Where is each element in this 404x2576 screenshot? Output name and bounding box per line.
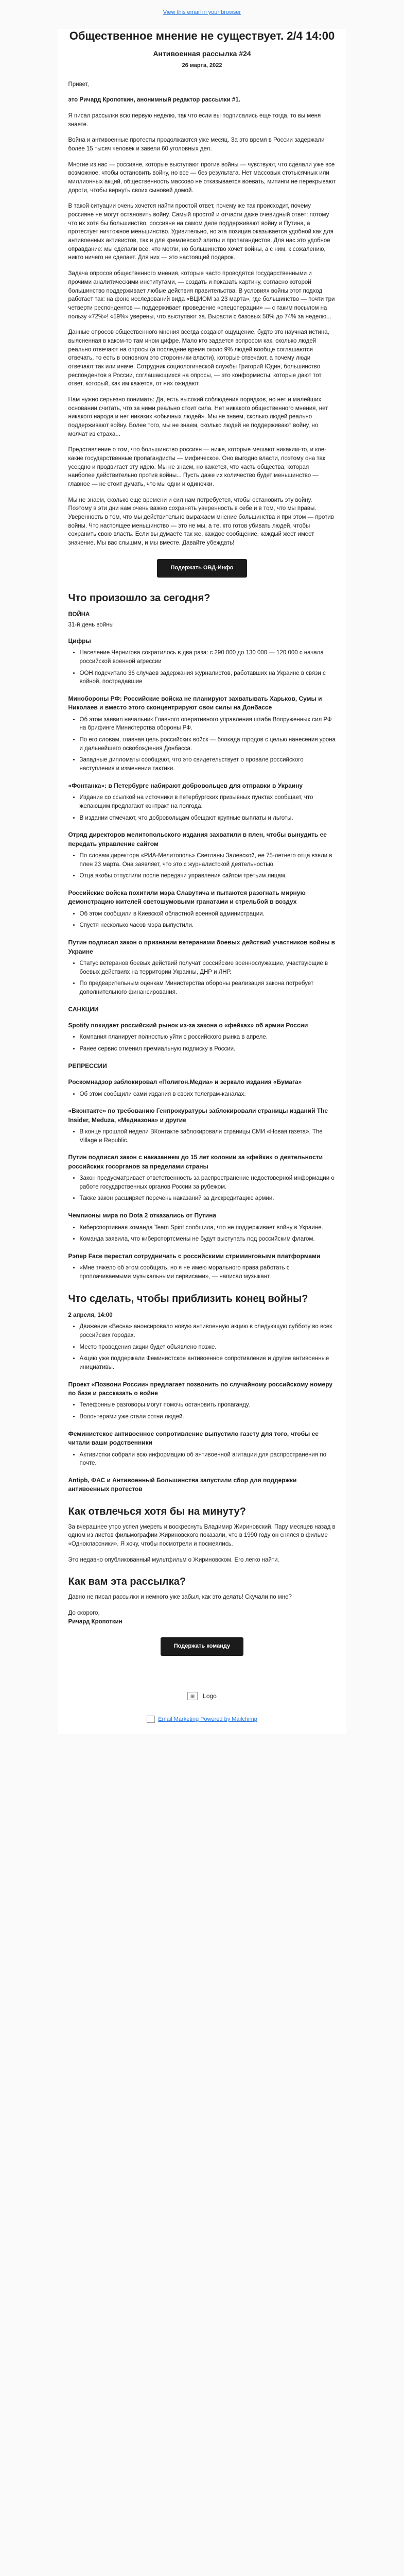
view-in-browser (0, 0, 404, 21)
news-section-list (68, 959, 336, 997)
list-item: • По предварительным оценкам Министерства обороны реализация закона потребует дополнительного финансирования. (80, 979, 336, 996)
actions-section-title: Проект «Позвони России» предлагает позвонить по случайному российскому номеру по базе и рассказать о войне (68, 1380, 333, 1397)
intro-p3: Многие из нас — россияне, которые выступают против войны — чувствуют, что сделали уже все возможное, чтобы остановить войну, но все — без результата. Нет массовых стотысячных или миллионных акций, общественность массово не отказывается воевать, митинги не перекрывают дороги, чтобы вернуть своих сыновей домой. (68, 161, 336, 194)
news-section-list (68, 649, 336, 686)
actions-section-list (68, 1451, 336, 1468)
list-item: • Активистки собрали всю информацию об антивоенной агитации для распространения по почте. (80, 1451, 336, 1468)
relax-heading: Как отвлечься хотя бы на минуту? (68, 1505, 246, 1517)
list-item: • Волонтерами уже стали сотни людей. (80, 1413, 336, 1421)
news-section-title: Российские войска похитили мэра Славутича и пытаются разогнать мирную демонстрацию жителей светошумовыми гранатами и стрельбой в воздух (68, 889, 306, 906)
cta2-row (68, 1637, 336, 1656)
list-item: • В издании отмечают, что добровольцам обещают крупные выплаты и льготы. (80, 814, 336, 823)
support-button[interactable]: Подержать ОВД-Инфо (157, 559, 247, 578)
support-team-button[interactable]: Подержать команду (161, 1637, 243, 1656)
feedback-heading: Как вам эта рассылка? (68, 1576, 186, 1588)
news-section-title: Роскомнадзор заблокировал «Полигон.Медиа» и зеркало издания «Бумага» (68, 1078, 302, 1086)
list-item: • Об этом сообщили сами издания в своих телеграм-каналах. (80, 1090, 336, 1099)
list-item: • Компания планирует полностью уйти с российского рынка в апреле. (80, 1033, 336, 1042)
actions-section-title: Antipb, ФАС и Антивоенный Большинства запустили сбор для поддержки антивоенных протестов (68, 1476, 297, 1493)
news-section-list (68, 1174, 336, 1203)
list-item: • Издание со ссылкой на источники в петербургских призывных пунктах сообщает, что желающим предлагают контракт на полгода. (80, 793, 336, 810)
view-in-browser-link[interactable]: View this email in your browser (163, 9, 241, 15)
list-item: • В конце прошлой недели ВКонтакте заблокировали страницы СМИ «Новая газета», The Village и Republic. (80, 1128, 336, 1145)
email-body (58, 29, 346, 1734)
news-section-title: Путин подписал закон о признании ветеранами боевых действий участников войны в Украине (68, 939, 336, 955)
news-section-list (68, 1033, 336, 1053)
news-section-title: РЕПРЕССИИ (68, 1062, 107, 1070)
news-section-list (68, 1128, 336, 1145)
news-heading: Что произошло за сегодня? (68, 592, 210, 604)
list-item: • ООН подсчитало 36 случаев задержания журналистов, работавших на Украине в связи с войной, пострадавшие (80, 669, 336, 686)
list-item: • Закон предусматривает ответственность за распространение недостоверной информации о работе государственных органов России за рубежом. (80, 1174, 336, 1191)
news-section-list (68, 793, 336, 822)
mailchimp-icon (147, 1716, 155, 1723)
intro-p8: Представление о том, что большинство россиян — ниже, которые мешают никаким-то, и кое-какие государственные пропагандисты — мифическое. Оно выгодно власти, поэтому она так усердно и продвигает эту идею. Мы не знаем, но кажется, что часть общества, которая наиболее действительно против войны... Пусть даже их количество будет меньшинство — главное — не стоит думать, что мы одни и одиночки. (68, 447, 327, 487)
list-item: • Западные дипломаты сообщают, что это свидетельствует о провале российского наступления и изменении тактики. (80, 756, 336, 773)
news-section-title: Чемпионы мира по Dota 2 отказались от Путина (68, 1212, 217, 1219)
email-subtitle: Антивоенная рассылка #24 (153, 49, 251, 58)
list-item: • Население Чернигова сократилось в два раза: с 290 000 до 130 000 — 120 000 с начала российской военной агрессии (80, 649, 336, 666)
intro-p6: Данные опросов общественного мнения всегда создают ощущение, будто это научная истина, выясненная в каком-то там ином цифре. Мало кто задается вопросом как, сколько людей реально отвечают на опросы (а последние время около 9% людей вообще соглашаются отвечать, то есть в основном это сторонники власти), которые отвечают, а почему люди отвечают так или иначе. Сотрудник социологической службы Григорий Юдин, большинство респондентов в России, соглашающихся на опросы, — это конформисты, которые дают тот ответ, который, как им кажется, от них ожидают. (68, 329, 329, 387)
actions-section-title: Феминистское антивоенное сопротивление выпустило газету для того, чтобы ее читали ваши родственники (68, 1430, 319, 1447)
news-section-title: Spotify покидает российский рынок из-за закона о «фейках» об армии России (68, 1022, 308, 1029)
list-item: • Об этом сообщили в Киевской областной военной администрации. (80, 910, 336, 919)
news-section-title: «Вконтакте» по требованию Генпрокуратуры заблокировали страницы изданий The Insider, Meduza, «Медиазона» и другие (68, 1107, 328, 1124)
war-day: 31-й день войны (68, 622, 114, 629)
greeting: Привет, (68, 81, 89, 88)
list-item: • Команда заявила, что киберспортсмены не будут выступать под российским флагом. (80, 1235, 336, 1244)
list-item: • Об этом заявил начальник Главного оперативного управления штаба Вооруженных сил РФ на брифинге Министерства обороны РФ. (80, 716, 336, 733)
intro-p7: Нам нужно серьезно понимать: Да, есть высокий соблюдения порядков, но нет и малейших основании считать, что за ними реально стоит сила. Нет никакого общественного мнения, нет никакого народа и нет никаких «обычных людей». Мы не знаем, сколько людей реально поддерживают войну. Более того, мы не знаем, сколько людей не поддерживают войну, но молчат из страха... (68, 396, 328, 437)
actions-section-list (68, 1401, 336, 1421)
list-item: • Статус ветеранов боевых действий получат российские военнослужащие, участвующие в боевых действиях на территории Украины, ДНР и ЛНР. (80, 959, 336, 976)
intro-p1: Я писал рассылки всю первую неделю, так что если вы подписались еще тогда, то вы меня знаете. (68, 113, 321, 128)
cta-row (68, 559, 336, 578)
logo-icon: ▣ (187, 1692, 198, 1700)
news-section-title: Рэпер Face перестал сотрудничать с российскими стриминговыми платформами (68, 1252, 321, 1260)
war-label: ВОЙНА (68, 611, 90, 618)
logo-text: Logo (203, 1692, 217, 1700)
list-item: • Также закон расширяет перечень наказаний за дискредитацию армии. (80, 1194, 336, 1203)
intro-who: это Ричард Кропоткин, анонимный редактор рассылки #1. (68, 97, 240, 104)
news-section-list (68, 1090, 336, 1099)
intro-p5: Задача опросов общественного мнения, которые часто проводятся государственными и прочими аналитическими институтами, — создать и показать картину, согласно которой большинство поддерживает любые действия правительства. В условиях войны этот подход работает так: на фоне исследований вида «ВЦИОМ за 23 марта», где большинство — почти три четверти респондентов — поддерживает проведение «спецоперации» — с таким посылом на пользу «72%»! «59%» уверены, что выступают за. Вырасти с базовых 58% до 74% за неделю... (68, 270, 335, 320)
feedback-sign: До скорого, Ричард Кропоткин (68, 1610, 122, 1625)
list-item: • «Мне тяжело об этом сообщать, но я не имею морального права работать с проплачиваемыми музыкальными сервисами», — написал музыкант. (80, 1264, 336, 1281)
list-item: • Киберспортивная команда Team Spirit сообщила, что не поддерживает войну в Украине. (80, 1224, 336, 1232)
relax-p2: Это недавно опубликованный мультфильм о Жириновском. Его легко найти. (68, 1556, 279, 1563)
list-item: • Ранее сервис отменил премиальную подписку в России. (80, 1045, 336, 1054)
news-section-list (68, 716, 336, 773)
news-section-list (68, 910, 336, 930)
actions-heading: Что сделать, чтобы приблизить конец войны? (68, 1293, 308, 1304)
list-item: • Место проведения акции будет объявлено позже. (80, 1343, 336, 1352)
news-section-title: Цифры (68, 637, 91, 645)
news-section-title: Отряд директоров мелитопольского издания захватили в плен, чтобы вынудить ее передать управление сайтом (68, 831, 327, 848)
news-sections (68, 637, 336, 1281)
feedback-p1: Давно не писал рассылки и немного уже забыл, как это делать! Скучали по мне? (68, 1594, 292, 1601)
list-item: • Телефонные разговоры могут помочь остановить пропаганду. (80, 1401, 336, 1410)
email-content (58, 29, 346, 1656)
list-item: • По его словам, главная цель российских войск — блокада городов с целью нанесения урона и дальнейшего освобождения Донбасса. (80, 736, 336, 753)
list-item: • Движение «Весна» анонсировало новую антивоенную акцию в следующую субботу во всех российских городах. (80, 1323, 336, 1340)
footer-logo (58, 1692, 346, 1700)
relax-p1: За вчерашнее утро успел умереть и воскреснуть Владимир Жириновский. Пару месяцев назад в одном из листов фильмографии Жириновского показали, что в 1990 году он снялся в фильме «Одноклассники». Я хочу, чтобы посмотрели и посмеялись. (68, 1523, 336, 1547)
actions-sections (68, 1380, 336, 1494)
mailchimp-row (58, 1716, 346, 1723)
mailchimp-link[interactable]: Email Marketing Powered by Mailchimp (158, 1716, 257, 1723)
list-item: • По словам директора «РИА-Мелитополь» Светланы Залевской, ее 75-летнего отца взяли в плен 23 марта. Она заявляет, что это с журналистской деятельностью. (80, 852, 336, 869)
intro-p9: Мы не знаем, сколько еще времени и сил нам потребуется, чтобы остановить эту войну. Поэтому в эти дни нам очень важно сохранять уверенность в себе и в том, что мы правы. Уверенность в том, что мы действительно выражаем мнение большинства и при этом — против войны. Что настоящее меньшинство — это не мы, а те, кто готов убивать людей, чтобы сохранить свою власть. Если вы думаете так же, каждое сообщение, каждый жест имеет значение. Мы вас слышим, и мы вместе. Давайте убеждать! (68, 497, 334, 546)
news-section-title: Путин подписал закон с наказанием до 15 лет колонии за «фейки» о деятельности российских госорганов за пределами страны (68, 1154, 323, 1170)
email-date: 26 марта, 2022 (182, 62, 222, 69)
news-section-list (68, 1224, 336, 1244)
actions-date: 2 апреля, 14:00 (68, 1312, 113, 1318)
list-item: • Отца якобы отпустили после передачи управления сайтом третьим лицам. (80, 872, 336, 880)
email-title: Общественное мнение не существует. 2/4 14:00 (69, 29, 335, 42)
intro-p4: В такой ситуации очень хочется найти простой ответ, почему же так происходит, почему россияне не могут остановить войну. Самый простой и отчасти даже очевидный ответ: потому что их хотя бы большинство, россияне на самом деле поддерживают войну и Путина, а протестует ничтожное меньшинство. Удивительно, но эта позиция оказывается удобной как для антивоенных активистов, так и для кремлевской элиты и пропагандистов. Для нас это удобное оправдание: мы сделали все, что могли, но большинство хочет войны, а с ним, к сожалению, никто ничего не сделает. Для них — это настоящий подарок. (68, 203, 333, 261)
news-section-list (68, 1264, 336, 1281)
intro-p2: Война и антивоенные протесты продолжаются уже месяц. За это время в России задержали более 15 тысяч человек и завели 60 уголовных дел. (68, 137, 325, 152)
news-section-title: «Фонтанка»: в Петербурге набирают добровольцев для отправки в Украину (68, 782, 303, 789)
list-item: • Акцию уже поддержали Феминистское антивоенное сопротивление и другие антивоенные инициативы. (80, 1354, 336, 1371)
actions-list (68, 1323, 336, 1371)
news-section-list (68, 852, 336, 880)
list-item: • Спустя несколько часов мэра выпустили. (80, 921, 336, 930)
news-section-title: Минобороны РФ: Российские войска не планируют захватывать Харьков, Сумы и Николаев и вместо этого сконцентрируют свои силы на Донбассе (68, 695, 322, 711)
footer (58, 1670, 346, 1734)
news-section-title: САНКЦИИ (68, 1005, 99, 1013)
